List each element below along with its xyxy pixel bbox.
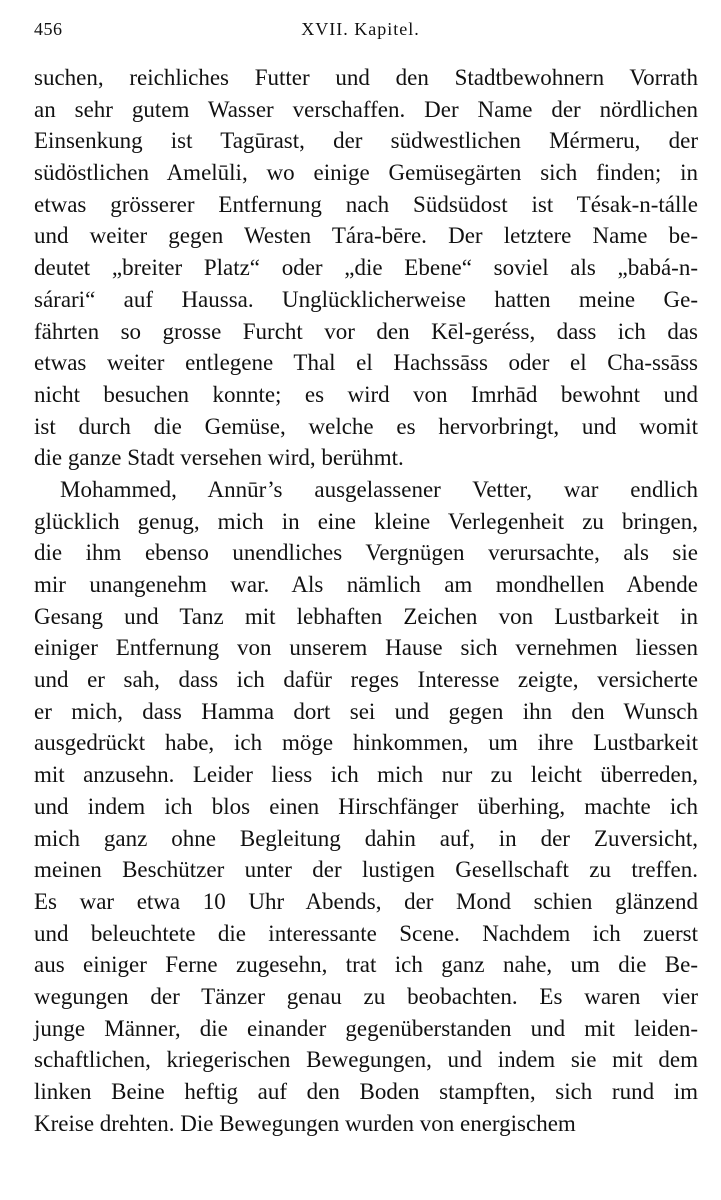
text-line: die ganze Stadt versehen wird, berühmt. xyxy=(34,445,404,471)
text-line: ist durch die Gemüse, welche es hervorbringt, und womit xyxy=(34,413,698,439)
text-line: aus einiger Ferne zugesehn, trat ich ganz nahe, um die Be- xyxy=(34,952,698,978)
text-line: und er sah, dass ich dafür reges Interesse zeigte, versicherte xyxy=(34,667,698,693)
page-number: 456 xyxy=(34,19,63,39)
text-line: deutet „breiter Platz“ oder „die Ebene“ soviel als „babá-n- xyxy=(34,255,698,281)
text-line: südöstlichen Amelūli, wo einige Gemüsegärten sich finden; in xyxy=(34,160,698,186)
text-line: glücklich genug, mich in eine kleine Verlegenheit zu bringen, xyxy=(34,508,698,534)
text-line: etwas weiter entlegene Thal el Hachssāss oder el Cha-ssāss xyxy=(34,350,698,376)
text-line: und beleuchtete die interessante Scene. Nachdem ich zuerst xyxy=(34,920,698,946)
paragraph xyxy=(34,474,698,1139)
paragraph xyxy=(34,62,698,474)
running-head: XVII. Kapitel. xyxy=(301,19,420,39)
text-line: Mohammed, Annūr’s ausgelassener Vetter, war endlich xyxy=(60,476,698,502)
text-line: suchen, reichliches Futter und den Stadtbewohnern Vorrath xyxy=(34,65,698,90)
text-line: und weiter gegen Westen Tára-bēre. Der letztere Name be- xyxy=(34,223,698,249)
text-line: wegungen der Tänzer genau zu beobachten. Es waren vier xyxy=(34,983,698,1009)
text-line: nicht besuchen konnte; es wird von Imrhād bewohnt und xyxy=(34,381,698,407)
text-line: schaftlichen, kriegerischen Bewegungen, und indem sie mit dem xyxy=(34,1047,698,1073)
text-line: die ihm ebenso unendliches Vergnügen verursachte, als sie xyxy=(34,540,698,566)
text-line: mit anzusehn. Leider liess ich mich nur zu leicht überreden, xyxy=(34,762,698,788)
text-line: an sehr gutem Wasser verschaffen. Der Name der nördlichen xyxy=(34,96,698,122)
body-text xyxy=(34,62,698,1139)
page-header xyxy=(0,14,721,44)
text-line: Gesang und Tanz mit lebhaften Zeichen von Lustbarkeit in xyxy=(34,603,698,629)
text-line: linken Beine heftig auf den Boden stampften, sich rund im xyxy=(34,1079,698,1104)
text-line: fährten so grosse Furcht vor den Kēl-geréss, dass ich das xyxy=(34,318,698,344)
text-line: ausgedrückt habe, ich möge hinkommen, um ihre Lustbarkeit xyxy=(34,730,698,756)
text-line: Kreise drehten. Die Bewegungen wurden von energischem xyxy=(34,1110,576,1136)
text-line: etwas grösserer Entfernung nach Südsüdost ist Tésak-n-tálle xyxy=(34,191,698,217)
text-line: junge Männer, die einander gegenüberstanden und mit leiden- xyxy=(34,1015,698,1041)
text-line: meinen Beschützer unter der lustigen Gesellschaft zu treffen. xyxy=(34,857,698,883)
text-line: und indem ich blos einen Hirschfänger überhing, machte ich xyxy=(34,793,698,819)
text-line: mich ganz ohne Begleitung dahin auf, in der Zuversicht, xyxy=(34,825,698,851)
text-line: einiger Entfernung von unserem Hause sich vernehmen liessen xyxy=(34,635,698,661)
text-line: Einsenkung ist Tagūrast, der südwestlichen Mérmeru, der xyxy=(34,128,698,154)
text-line: sárari“ auf Haussa. Unglücklicherweise hatten meine Ge- xyxy=(34,286,698,312)
text-line: Es war etwa 10 Uhr Abends, der Mond schien glänzend xyxy=(34,888,698,914)
text-line: er mich, dass Hamma dort sei und gegen ihn den Wunsch xyxy=(34,698,698,724)
text-line: mir unangenehm war. Als nämlich am mondhellen Abende xyxy=(34,572,698,597)
